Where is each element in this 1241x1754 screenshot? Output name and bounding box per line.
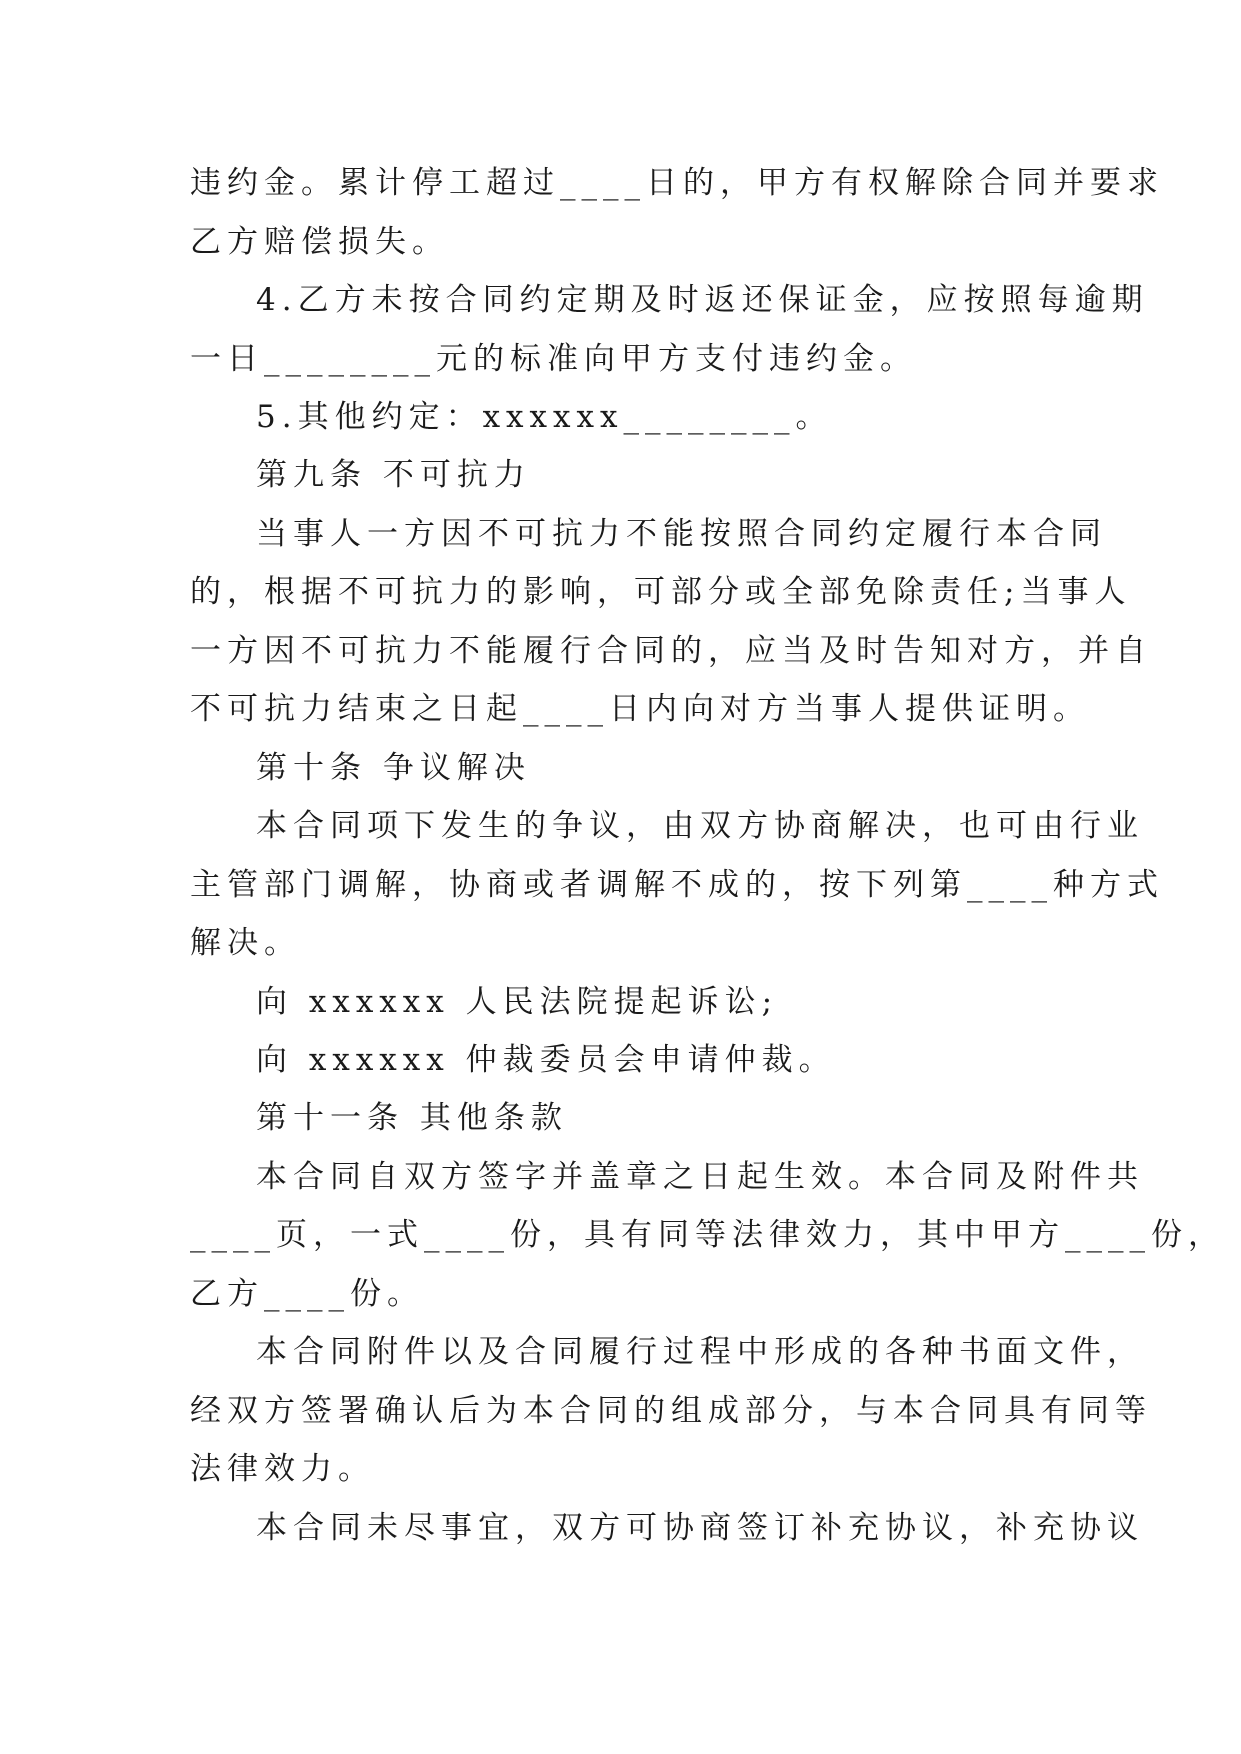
text-line: 乙方赔偿损失。 xyxy=(190,224,449,260)
text-line: 经双方签署确认后为本合同的组成部分，与本合同具有同等 xyxy=(190,1393,1152,1429)
text-line: 违约金。累计停工超过____日的，甲方有权解除合同并要求 xyxy=(190,165,1164,201)
text-line: 主管部门调解，协商或者调解不成的，按下列第____种方式 xyxy=(190,867,1164,903)
text-line: 的，根据不可抗力的影响，可部分或全部免除责任;当事人 xyxy=(190,574,1132,610)
text-line: 向 xxxxxx 仲裁委员会申请仲裁。 xyxy=(256,1042,836,1078)
text-line: 5.其他约定：xxxxxx________。 xyxy=(256,399,833,435)
text-line: 一方因不可抗力不能履行合同的，应当及时告知对方，并自 xyxy=(190,633,1152,669)
text-line: 解决。 xyxy=(190,925,301,961)
section-heading: 第十一条 其他条款 xyxy=(256,1100,568,1136)
text-line: 当事人一方因不可抗力不能按照合同约定履行本合同 xyxy=(256,516,1107,552)
text-line: 本合同自双方签字并盖章之日起生效。本合同及附件共 xyxy=(256,1159,1144,1195)
section-heading: 第九条 不可抗力 xyxy=(256,457,531,493)
text-line: 本合同附件以及合同履行过程中形成的各种书面文件， xyxy=(256,1334,1144,1370)
text-line: 法律效力。 xyxy=(190,1451,375,1487)
text-line: 本合同项下发生的争议，由双方协商解决，也可由行业 xyxy=(256,808,1144,844)
text-line: 不可抗力结束之日起____日内向对方当事人提供证明。 xyxy=(190,691,1090,727)
section-heading: 第十条 争议解决 xyxy=(256,750,531,786)
text-line: 乙方____份。 xyxy=(190,1276,424,1312)
text-line: 本合同未尽事宜，双方可协商签订补充协议，补充协议 xyxy=(256,1510,1144,1546)
text-line: ____页，一式____份，具有同等法律效力，其中甲方____份， xyxy=(190,1217,1225,1253)
text-line: 一日________元的标准向甲方支付违约金。 xyxy=(190,341,917,377)
text-line: 4.乙方未按合同约定期及时返还保证金，应按照每逾期 xyxy=(256,282,1149,318)
text-line: 向 xxxxxx 人民法院提起诉讼; xyxy=(256,984,779,1020)
